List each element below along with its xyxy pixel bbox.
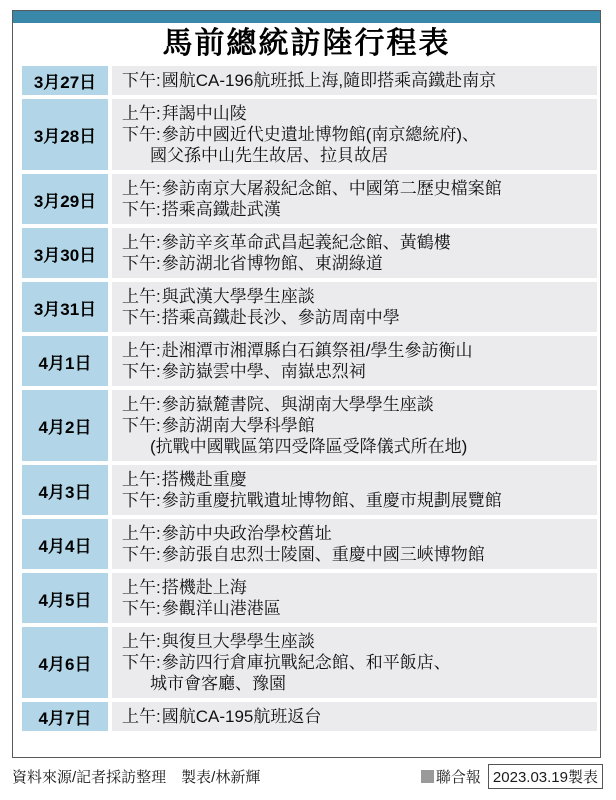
schedule-line	[122, 652, 591, 673]
activity-text: 參訪中國近代史遺址博物館(南京總統府)、	[161, 125, 480, 144]
activity-text: 國父孫中山先生故居、拉貝故居	[150, 146, 388, 165]
table-row	[22, 390, 597, 461]
time-label: 上午:	[122, 287, 161, 306]
schedule-line	[122, 436, 591, 457]
table-row	[22, 519, 597, 569]
schedule-rows	[13, 66, 600, 731]
row-lines	[112, 465, 597, 515]
schedule-line	[122, 490, 591, 511]
time-label: 上午:	[122, 233, 161, 252]
date-cell: 3月27日	[22, 66, 108, 95]
date-cell: 4月2日	[22, 390, 108, 461]
time-label: 上午:	[122, 470, 161, 489]
time-label: 上午:	[122, 578, 161, 597]
time-label: 上午:	[122, 707, 161, 726]
time-label: 上午:	[122, 395, 161, 414]
brand-square-icon	[421, 770, 434, 783]
time-label: 上午:	[122, 632, 161, 651]
date-cell: 3月28日	[22, 99, 108, 170]
time-label: 上午:	[122, 179, 161, 198]
activity-text: 與武漢大學學生座談	[161, 287, 315, 306]
time-label: 下午:	[122, 125, 161, 144]
schedule-line	[122, 577, 591, 598]
schedule-line	[122, 103, 591, 124]
row-lines	[112, 174, 597, 224]
time-label: 下午:	[122, 71, 161, 90]
schedule-line	[122, 523, 591, 544]
activity-text: 搭乘高鐵赴長沙、參訪周南中學	[161, 308, 400, 327]
schedule-line	[122, 706, 591, 727]
table-row	[22, 573, 597, 623]
date-cell: 3月30日	[22, 228, 108, 278]
table-row	[22, 282, 597, 332]
row-lines	[112, 573, 597, 623]
row-lines	[112, 336, 597, 386]
schedule-line	[122, 340, 591, 361]
activity-text: 搭機赴重慶	[161, 470, 247, 489]
activity-text: 參訪中央政治學校舊址	[161, 524, 332, 543]
activity-text: 城市會客廳、豫園	[150, 674, 286, 693]
date-cell: 4月5日	[22, 573, 108, 623]
page-title: 馬前總統訪陸行程表	[162, 27, 451, 60]
activity-text: 參訪嶽雲中學、南嶽忠烈祠	[161, 362, 366, 381]
schedule-line	[122, 199, 591, 220]
table-row	[22, 228, 597, 278]
schedule-line	[122, 394, 591, 415]
time-label: 下午:	[122, 254, 161, 273]
row-lines	[112, 66, 597, 95]
table-row	[22, 336, 597, 386]
activity-text: (抗戰中國戰區第四受降區受降儀式所在地)	[150, 437, 468, 456]
footer-brand-area	[421, 764, 603, 789]
publish-date-box: 2023.03.19製表	[488, 764, 603, 789]
schedule-line	[122, 673, 591, 694]
time-label: 下午:	[122, 599, 161, 618]
schedule-line	[122, 469, 591, 490]
date-cell: 3月31日	[22, 282, 108, 332]
row-lines	[112, 390, 597, 461]
activity-text: 拜謁中山陵	[161, 104, 247, 123]
itinerary-table	[12, 10, 601, 758]
schedule-line	[122, 232, 591, 253]
schedule-line	[122, 70, 591, 91]
time-label: 上午:	[122, 104, 161, 123]
row-lines	[112, 282, 597, 332]
row-lines	[112, 702, 597, 731]
activity-text: 參訪張自忠烈士陵園、重慶中國三峽博物館	[161, 545, 485, 564]
table-row	[22, 627, 597, 698]
table-row	[22, 99, 597, 170]
schedule-line	[122, 361, 591, 382]
schedule-line	[122, 145, 591, 166]
time-label: 下午:	[122, 545, 161, 564]
schedule-line	[122, 415, 591, 436]
date-cell: 3月29日	[22, 174, 108, 224]
time-label: 下午:	[122, 491, 161, 510]
time-label: 上午:	[122, 524, 161, 543]
activity-text: 赴湘潭市湘潭縣白石鎮祭祖/學生參訪衡山	[161, 341, 473, 360]
activity-text: 與復旦大學學生座談	[161, 632, 315, 651]
row-lines	[112, 519, 597, 569]
table-row	[22, 66, 597, 95]
activity-text: 國航CA-195航班返台	[161, 707, 322, 726]
activity-text: 國航CA-196航班抵上海,隨即搭乘高鐵赴南京	[161, 71, 497, 90]
schedule-line	[122, 286, 591, 307]
schedule-line	[122, 124, 591, 145]
time-label: 下午:	[122, 362, 161, 381]
date-cell: 4月7日	[22, 702, 108, 731]
activity-text: 參觀洋山港港區	[161, 599, 281, 618]
activity-text: 參訪湖南大學科學館	[161, 416, 315, 435]
accent-bar	[13, 11, 600, 23]
date-cell: 4月6日	[22, 627, 108, 698]
row-lines	[112, 228, 597, 278]
schedule-line	[122, 307, 591, 328]
table-row	[22, 702, 597, 731]
activity-text: 參訪辛亥革命武昌起義紀念館、黃鶴樓	[161, 233, 451, 252]
date-cell: 4月1日	[22, 336, 108, 386]
table-row	[22, 174, 597, 224]
time-label: 下午:	[122, 653, 161, 672]
time-label: 上午:	[122, 341, 161, 360]
schedule-line	[122, 544, 591, 565]
row-lines	[112, 627, 597, 698]
time-label: 下午:	[122, 308, 161, 327]
activity-text: 搭機赴上海	[161, 578, 247, 597]
schedule-line	[122, 253, 591, 274]
activity-text: 參訪重慶抗戰遺址博物館、重慶市規劃展覽館	[161, 491, 502, 510]
schedule-line	[122, 178, 591, 199]
row-lines	[112, 99, 597, 170]
schedule-line	[122, 598, 591, 619]
schedule-line	[122, 631, 591, 652]
activity-text: 參訪湖北省博物館、東湖綠道	[161, 254, 383, 273]
time-label: 下午:	[122, 416, 161, 435]
footer-credits: 資料來源/記者採訪整理 製表/林新輝	[12, 769, 261, 786]
brand-name: 聯合報	[435, 769, 481, 786]
activity-text: 參訪四行倉庫抗戰紀念館、和平飯店、	[161, 653, 451, 672]
activity-text: 搭乘高鐵赴武漢	[161, 200, 281, 219]
footer	[12, 764, 603, 789]
activity-text: 參訪嶽麓書院、與湖南大學學生座談	[161, 395, 434, 414]
date-cell: 4月4日	[22, 519, 108, 569]
date-cell: 4月3日	[22, 465, 108, 515]
time-label: 下午:	[122, 200, 161, 219]
activity-text: 參訪南京大屠殺紀念館、中國第二歷史檔案館	[161, 179, 502, 198]
table-row	[22, 465, 597, 515]
